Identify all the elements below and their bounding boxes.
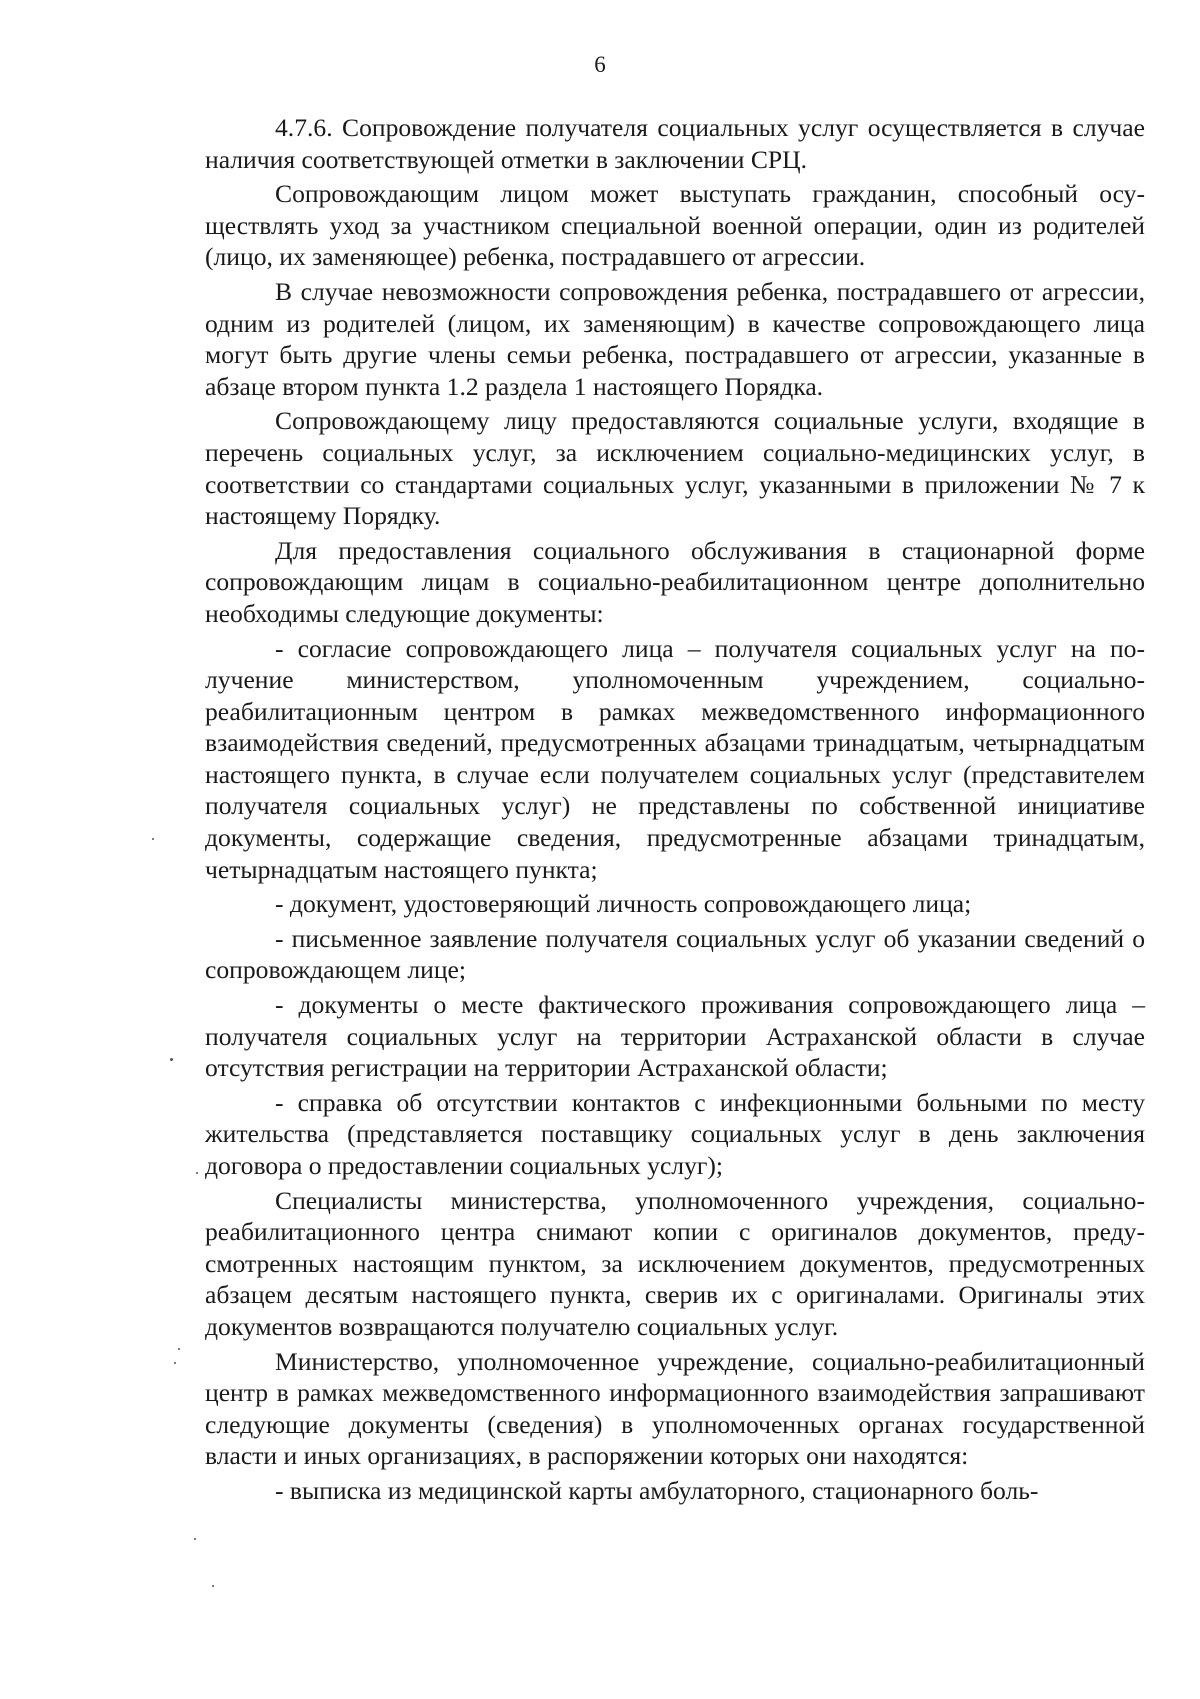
paragraph-copies-of-documents: Специалисты министерства, уполномоченного учреждения, социально-реабилитационного центра снимают копии с оригиналов документов, предусмотренных настоящим пунктом, за исключением документов, предусмотренных абзацем десятым настоящего пункта, сверив их с оригиналами. Оригиналы этих документов возвращаются получателю социальных услуг. — [205, 1185, 1145, 1341]
scan-speck — [178, 1348, 180, 1350]
scan-speck — [174, 1362, 176, 1364]
scan-speck — [152, 838, 154, 840]
paragraph-accompanying-person: Сопровождающим лицом может выступать гражданин, способный осуществлять уход за участником специальной военной операции, один из родителей (лицо, их заменяющее) ребенка, пострадавшего от агрессии. — [205, 179, 1145, 272]
paragraph-interagency-requests: Министерство, уполномоченное учреждение, социально-реабилитационный центр в рамках межведомственного информационного взаимодействия запрашивают следующие документы (сведения) в уполномоченных органах государственной власти и иных организациях, в распоряжении которых они находятся: — [205, 1346, 1145, 1471]
paragraph-4-7-6: 4.7.6. Сопровождение получателя социальных услуг осуществляется в случае наличия соответствующей отметки в заключении СРЦ. — [205, 113, 1145, 174]
list-item-infection-certificate: - справка об отсутствии контактов с инфекционными больными по месту жительства (представляется поставщику социальных услуг в день заключения договора о предоставлении социальных услуг); — [205, 1087, 1145, 1180]
scan-speck — [194, 1538, 196, 1540]
list-item-consent: - согласие сопровождающего лица – получателя социальных услуг на получение министерством, уполномоченным учреждением, социально-реабилитационным центром в рамках межведомственного информационного взаимодействия сведений, предусмотренных абзацами тринадцатым, четырнадцатым настоящего пункта, в случае если получателем социальных услуг (представителем получателя социальных услуг) не представлены по собственной инициативе документы, содержащие сведения, предусмотренные абзацами тринадцатым, четырнадцатым настоящего пункта; — [205, 633, 1145, 884]
list-item-identity-document: - документ, удостоверяющий личность сопровождающего лица; — [275, 889, 972, 919]
list-item-residence-documents: - документы о месте фактического проживания сопровождающего лица – получателя социальных услуг на территории Астраханской области в случае отсутствия регистрации на территории Астраханской области; — [205, 990, 1145, 1083]
page-number: 6 — [594, 52, 606, 77]
paragraph-services-provided: Сопровождающему лицу предоставляются социальные услуги, входящие в перечень социальных услуг, за исключением социально-медицинских услуг, в соответствии со стандартами социальных услуг, указанными в приложении № 7 к настоящему Порядку. — [205, 406, 1145, 531]
scan-speck — [170, 1058, 173, 1061]
paragraph-family-members: В случае невозможности сопровождения ребенка, пострадавшего от агрессии, одним из родителей (лицом, их заменяющим) в качестве сопровождающего лица могут быть другие члены семьи ребенка, пострадавшего от агрессии, указанные в абзаце втором пункта 1.2 раздела 1 настоящего Порядка. — [205, 276, 1145, 401]
list-item-written-statement: - письменное заявление получателя социальных услуг об указании сведений о сопровождающем лице; — [205, 923, 1145, 985]
paragraph-required-documents-intro: Для предоставления социального обслуживания в стационарной форме сопровождающим лицам в социально-реабилитационном центре дополнительно необходимы следующие документы: — [205, 535, 1145, 628]
list-item-medical-extract: - выписка из медицинской карты амбулаторного, стационарного боль- — [275, 1475, 1039, 1505]
scan-speck — [196, 1172, 198, 1174]
scan-speck — [212, 1585, 214, 1587]
body-text — [205, 112, 1145, 1507]
